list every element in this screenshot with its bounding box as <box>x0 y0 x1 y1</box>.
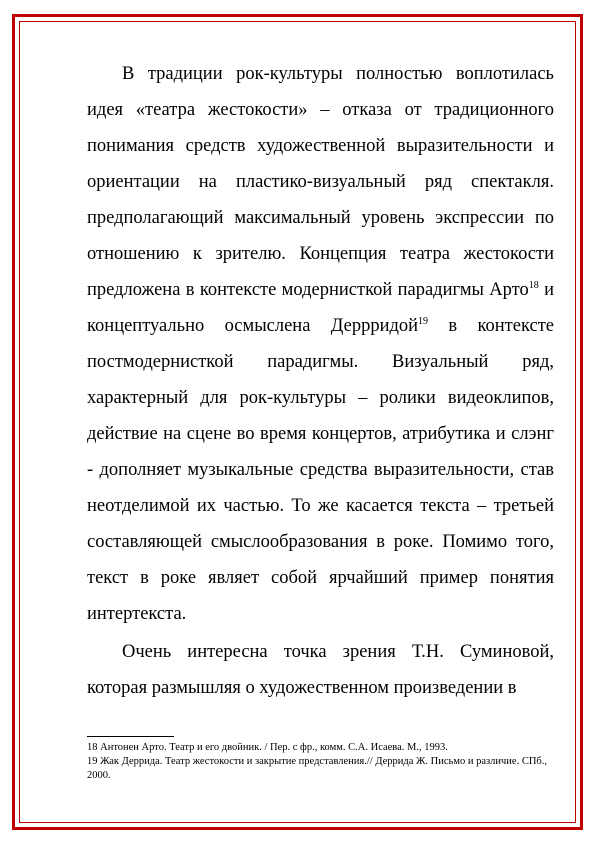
paragraph-1-text-b: и концептуально осмыслена Деррридой <box>87 280 554 336</box>
footnote-19: 19 Жак Деррида. Театр жестокости и закрытие представления.// Деррида Ж. Письмо и различие. СПб., 2000. <box>87 756 548 781</box>
footnote-18: 18 Антонен Арто. Театр и его двойник. / Пер. с фр., комм. С.А. Исаева. М., 1993. <box>87 742 448 753</box>
footnote-ref-18: 18 <box>528 280 539 291</box>
paragraph-1-text-c: в контексте постмодернисткой парадигмы. Визуальный ряд, характерный для рок-культуры – ролики видеоклипов, действие на сцене во время концертов, атрибутика и слэнг - дополняет музыкальные средства выразительности, став неотделимой их частью. То же касается текста – третьей составляющей смыслообразования в роке. Помимо того, текст в роке являет собой ярчайший пример понятия интертекста. <box>87 316 554 624</box>
paragraph-1-text-a: В традиции рок-культуры полностью воплотилась идея «театра жестокости» – отказа от традиционного понимания средств художественной выразительности и ориентации на пластико-визуальный ряд спектакля. предполагающий максимальный уровень экспрессии по отношению к зрителю. Концепция театра жестокости предложена в контексте модернисткой парадигмы Арто <box>87 64 554 300</box>
main-text <box>87 56 554 706</box>
footnote-separator <box>87 736 174 737</box>
footnotes <box>87 741 547 783</box>
paragraph-1 <box>87 56 554 632</box>
paragraph-2: Очень интересна точка зрения Т.Н. Суминовой, которая размышляя о художественном произведении в <box>87 642 554 698</box>
footnote-ref-19: 19 <box>418 316 429 327</box>
